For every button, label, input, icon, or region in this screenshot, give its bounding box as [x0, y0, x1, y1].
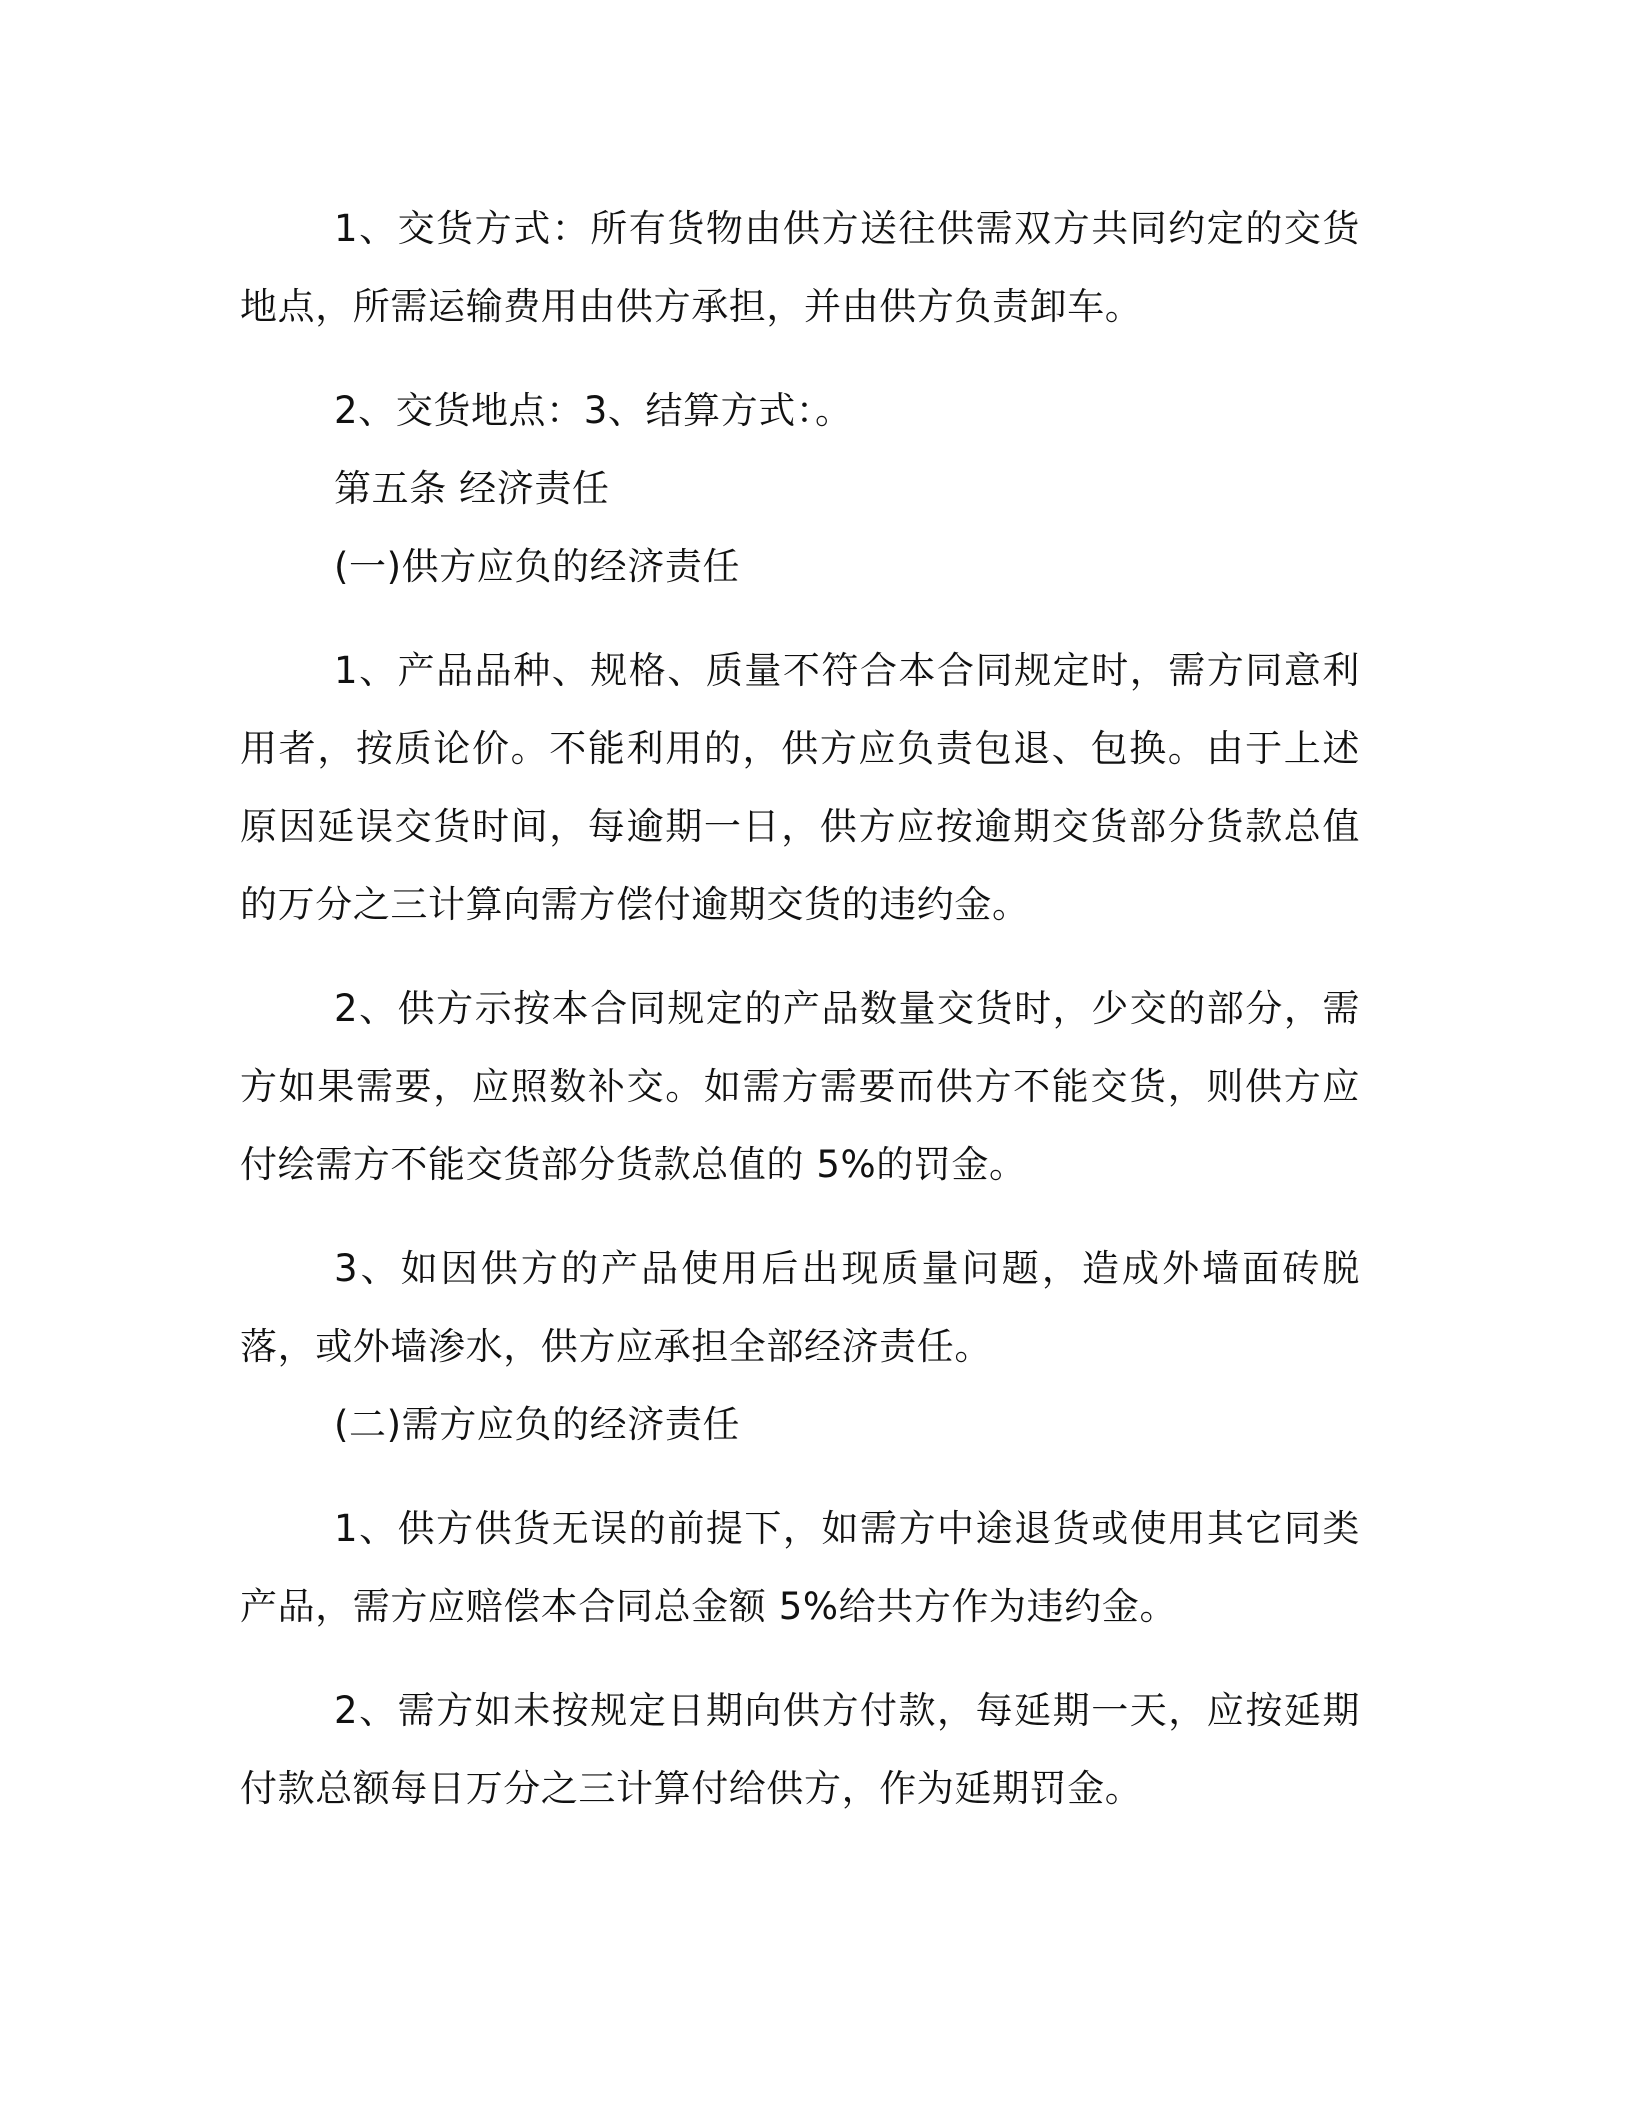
supplier-liability-heading: (一)供方应负的经济责任	[334, 545, 741, 588]
buyer-liability-item-1: 1、供方供货无误的前提下，如需方中途退货或使用其它同类产品，需方应赔偿本合同总金额 5%给共方作为违约金。	[240, 1507, 1360, 1628]
document-body	[240, 190, 1360, 1828]
supplier-liability-item-1: 1、产品品种、规格、质量不符合本合同规定时，需方同意利用者，按质论价。不能利用的，供方应负责包退、包换。由于上述原因延误交货时间，每逾期一日，供方应按逾期交货部分货款总值的万分之三计算向需方偿付逾期交货的违约金。	[240, 649, 1360, 926]
paragraph-delivery-method: 1、交货方式：所有货物由供方送往供需双方共同约定的交货地点，所需运输费用由供方承担，并由供方负责卸车。	[240, 207, 1360, 328]
supplier-liability-item-2: 2、供方示按本合同规定的产品数量交货时，少交的部分，需方如果需要，应照数补交。如需方需要而供方不能交货，则供方应付绘需方不能交货部分货款总值的 5%的罚金。	[240, 987, 1360, 1186]
supplier-liability-item-3: 3、如因供方的产品使用后出现质量问题，造成外墙面砖脱落，或外墙渗水，供方应承担全部经济责任。	[240, 1247, 1360, 1368]
article-five-heading: 第五条 经济责任	[334, 467, 610, 510]
paragraph-delivery-location-settlement: 2、交货地点：3、结算方式：。	[334, 389, 853, 432]
buyer-liability-heading: (二)需方应负的经济责任	[334, 1403, 741, 1446]
buyer-liability-item-2: 2、需方如未按规定日期向供方付款，每延期一天，应按延期付款总额每日万分之三计算付给供方，作为延期罚金。	[240, 1689, 1360, 1810]
